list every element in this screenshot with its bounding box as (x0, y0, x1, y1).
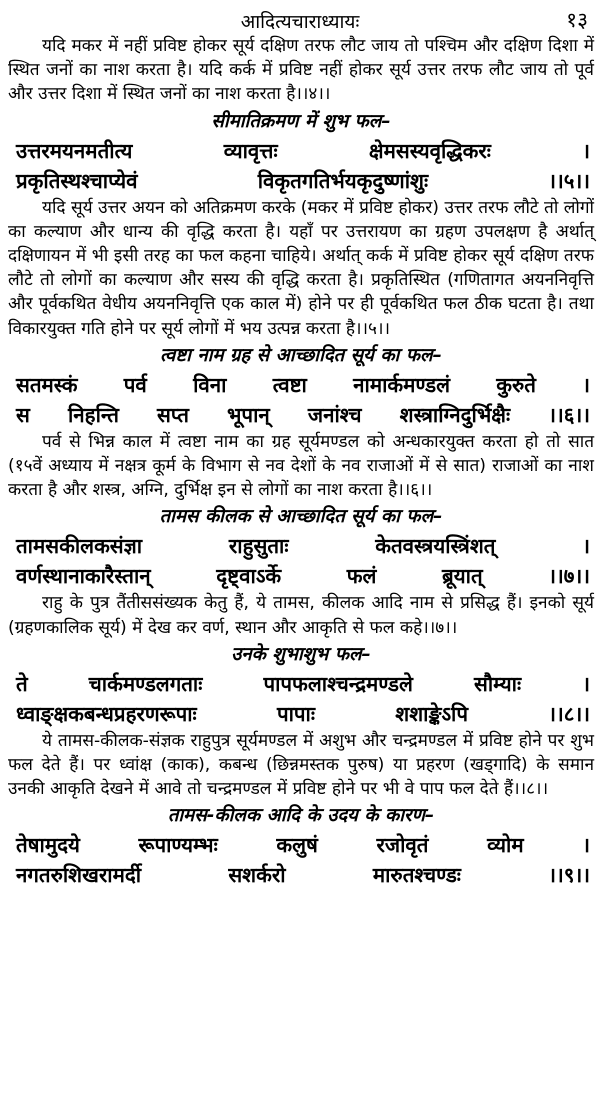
page-body (8, 34, 594, 890)
verse-7-line-1: तामसकीलकसंज्ञा राहुसुताः केतवस्त्रयस्त्रिंशत् । (16, 534, 590, 559)
verse-8-line-2: ध्वाङ्क्षकबन्धप्रहरणरूपाः पापाः शशाङ्केऽपि ।।८।। (16, 701, 590, 726)
section-heading-3: तामस कीलक से आच्छादित सूर्य का फल– (159, 506, 443, 528)
verse-9-line-1: तेषामुदये रूपाण्यम्भः कलुषं रजोवृतं व्योम । (16, 833, 590, 858)
page-number: १३ (566, 8, 588, 32)
verse-5-line-1: उत्तरमयनमतीत्य व्यावृत्तः क्षेमसस्यवृद्धिकरः । (16, 138, 590, 163)
verse-7 (8, 531, 594, 591)
commentary-7: राहु के पुत्र तैंतीससंख्यक केतु हैं, ये तामस, कीलक आदि नाम से प्रसिद्ध हैं। इनको सूर्य (ग्रहणकालिक सूर्य) में देख कर वर्ण, स्थान और आकृति से फल कहे।।७।। (8, 593, 594, 638)
section-heading-1: सीमातिक्रमण में शुभ फल– (211, 110, 391, 132)
commentary-5: यदि सूर्य उत्तर अयन को अतिक्रमण करके (मकर में प्रविष्ट होकर) उत्तर तरफ लौटे तो लोगों का कल्याण और धान्य की वृद्धि करता है। यहाँ पर उत्तरायण का ग्रहण उपलक्षण है अर्थात् दक्षिणायन में भी इसी तरह का फल कहना चाहिये। अर्थात् कर्क में प्रविष्ट होकर सूर्य दक्षिण तरफ लौटे तो लोगों का कल्याण और सस्य की वृद्धि करता है। प्रकृतिस्थित (गणितागत अयननिवृत्ति और पूर्वकथित वेधीय अयननिवृत्ति एक काल में) होने पर ही पूर्वकथित फल ठीक घटता है। तथा विकारयुक्त गति होने पर सूर्य लोगों में भय उत्पन्न करता है।।५।। (8, 197, 594, 339)
commentary-6: पर्व से भिन्न काल में त्वष्टा नाम का ग्रह सूर्यमण्डल को अन्धकारयुक्त करता हो तो सात (१५वें अध्याय में नक्षत्र कूर्म के विभाग से नव देशों के नव राजाओं में से सात) राजाओं का नाश करता है और शस्त्र, अग्नि, दुर्भिक्ष इन से लोगों का नाश करता है।।६।। (8, 431, 594, 501)
section-heading-4: उनके शुभाशुभ फल– (231, 643, 371, 665)
verse-8 (8, 669, 594, 729)
section-heading-5: तामस-कीलक आदि के उदय के कारण– (167, 805, 435, 827)
verse-6 (8, 370, 594, 430)
commentary-4: यदि मकर में नहीं प्रविष्ट होकर सूर्य दक्षिण तरफ लौट जाय तो पश्चिम और दक्षिण दिशा में स्थित जनों का नाश करता है। यदि कर्क में प्रविष्ट नहीं होकर सूर्य उत्तर तरफ लौट जाय तो पूर्व और उत्तर दिशा में स्थित जनों का नाश करता है।।४।। (8, 36, 594, 105)
verse-9-line-2: नगतरुशिखरामर्दी सशर्करो मारुतश्चण्डः ।।९।। (16, 863, 590, 888)
verse-7-line-2: वर्णस्थानाकारैस्तान् दृष्ट्वाऽर्के फलं ब्रूयात् ।।७।। (16, 564, 590, 589)
section-heading-2: त्वष्टा नाम ग्रह से आच्छादित सूर्य का फल– (160, 344, 442, 366)
verse-5 (8, 136, 594, 196)
chapter-title: आदित्यचाराध्यायः (240, 11, 360, 33)
verse-6-line-2: स निहन्ति सप्त भूपान् जनांश्च शस्त्राग्निदुर्भिक्षैः ।।६।। (16, 402, 590, 427)
verse-6-line-1: सतमस्कं पर्व विना त्वष्टा नामार्कमण्डलं कुरुते । (16, 372, 590, 397)
verse-9 (8, 830, 594, 890)
page-header (0, 4, 600, 34)
commentary-8: ये तामस-कीलक-संज्ञक राहुपुत्र सूर्यमण्डल में अशुभ और चन्द्रमण्डल में प्रविष्ट होने पर शुभ फल देते हैं। पर ध्वांक्ष (काक), कबन्ध (छिन्नमस्तक पुरुष) या प्रहरण (खड्गादि) के समान उनकी आकृति देखने में आवे तो चन्द्रमण्डल में प्रविष्ट होने पर भी वे पाप फल देते हैं।।८।। (8, 730, 594, 800)
verse-5-line-2: प्रकृतिस्थश्चाप्येवं विकृतगतिर्भयकृदुष्णांशुः ।।५।। (16, 168, 590, 193)
verse-8-line-1: ते चार्कमण्डलगताः पापफलाश्चन्द्रमण्डले सौम्याः । (16, 671, 590, 696)
